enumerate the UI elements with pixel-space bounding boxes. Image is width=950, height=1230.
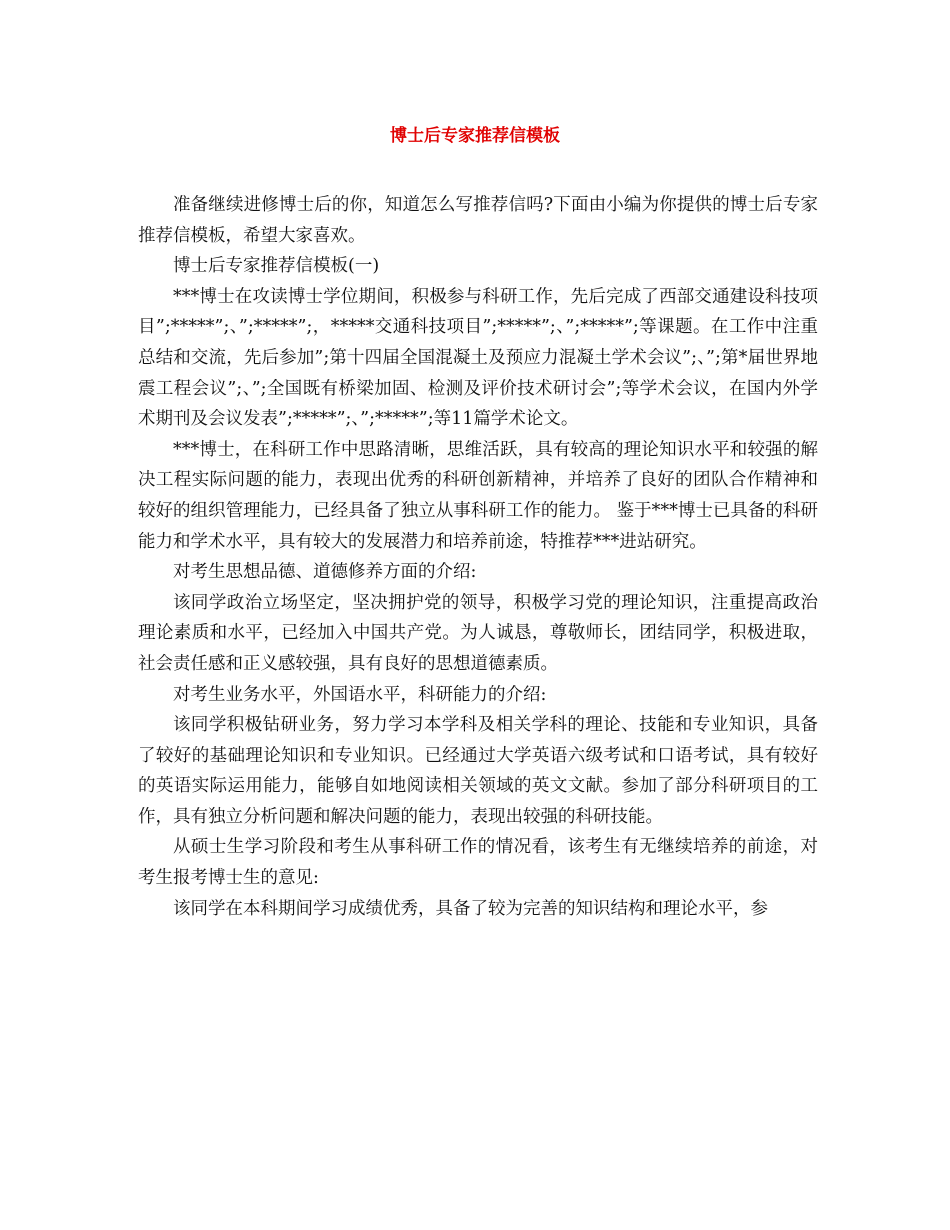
paragraph-research: ***博士在攻读博士学位期间，积极参与科研工作，先后完成了西部交通建设科技项目”;*****”;、”;*****”;，*****交通科技项目”;*****”;、”;*****”;等课题。在工作中注重总结和交流，先后参加”;第十四届全国混凝土及预应力混凝土学术会议”;、”;第*届世界地震工程会议”;、”;全国既有桥梁加固、检测及评价技术研讨会”;等学术会议，在国内外学术期刊及会议发表”;*****”;、”;*****”;等11篇学术论文。 xyxy=(138,286,818,430)
paragraph-ability: 该同学积极钻研业务，努力学习本学科及相关学科的理论、技能和专业知识，具备了较好的基础理论知识和专业知识。已经通过大学英语六级考试和口语考试，具有较好的英语实际运用能力，能够自如地阅读相关领域的英文文献。参加了部分科研项目的工作，具有独立分析问题和解决问题的能力，表现出较强的科研技能。 xyxy=(138,715,818,827)
subheading-morality: 对考生思想品德、道德修养方面的介绍: xyxy=(173,562,477,583)
document-body xyxy=(138,190,818,924)
paragraph-morality: 该同学政治立场坚定，坚决拥护党的领导，积极学习党的理论知识，注重提高政治理论素质和水平，已经加入中国共产党。为人诚恳，尊敬师长，团结同学，积极进取，社会责任感和正义感较强，具有良好的思想道德素质。 xyxy=(138,592,818,674)
paragraph-evaluation: ***博士，在科研工作中思路清晰，思维活跃，具有较高的理论知识水平和较强的解决工程实际问题的能力，表现出优秀的科研创新精神，并培养了良好的团队合作精神和较好的组织管理能力，已经具备了独立从事科研工作的能力。 鉴于***博士已具备的科研能力和学术水平，具有较大的发展潜力和培养前途，特推荐***进站研究。 xyxy=(138,439,818,552)
paragraph-intro: 准备继续进修博士后的你，知道怎么写推荐信吗?下面由小编为你提供的博士后专家推荐信模板，希望大家喜欢。 xyxy=(138,195,818,246)
document-title: 博士后专家推荐信模板 xyxy=(390,126,560,146)
section-heading: 博士后专家推荐信模板(一) xyxy=(173,256,380,277)
paragraph-prospects: 该同学在本科期间学习成绩优秀，具备了较为完善的知识结构和理论水平，参 xyxy=(173,898,768,919)
subheading-ability: 对考生业务水平，外国语水平，科研能力的介绍: xyxy=(173,684,547,705)
subheading-prospects: 从硕士生学习阶段和考生从事科研工作的情况看，该考生有无继续培养的前途，对考生报考博士生的意见: xyxy=(138,837,818,889)
